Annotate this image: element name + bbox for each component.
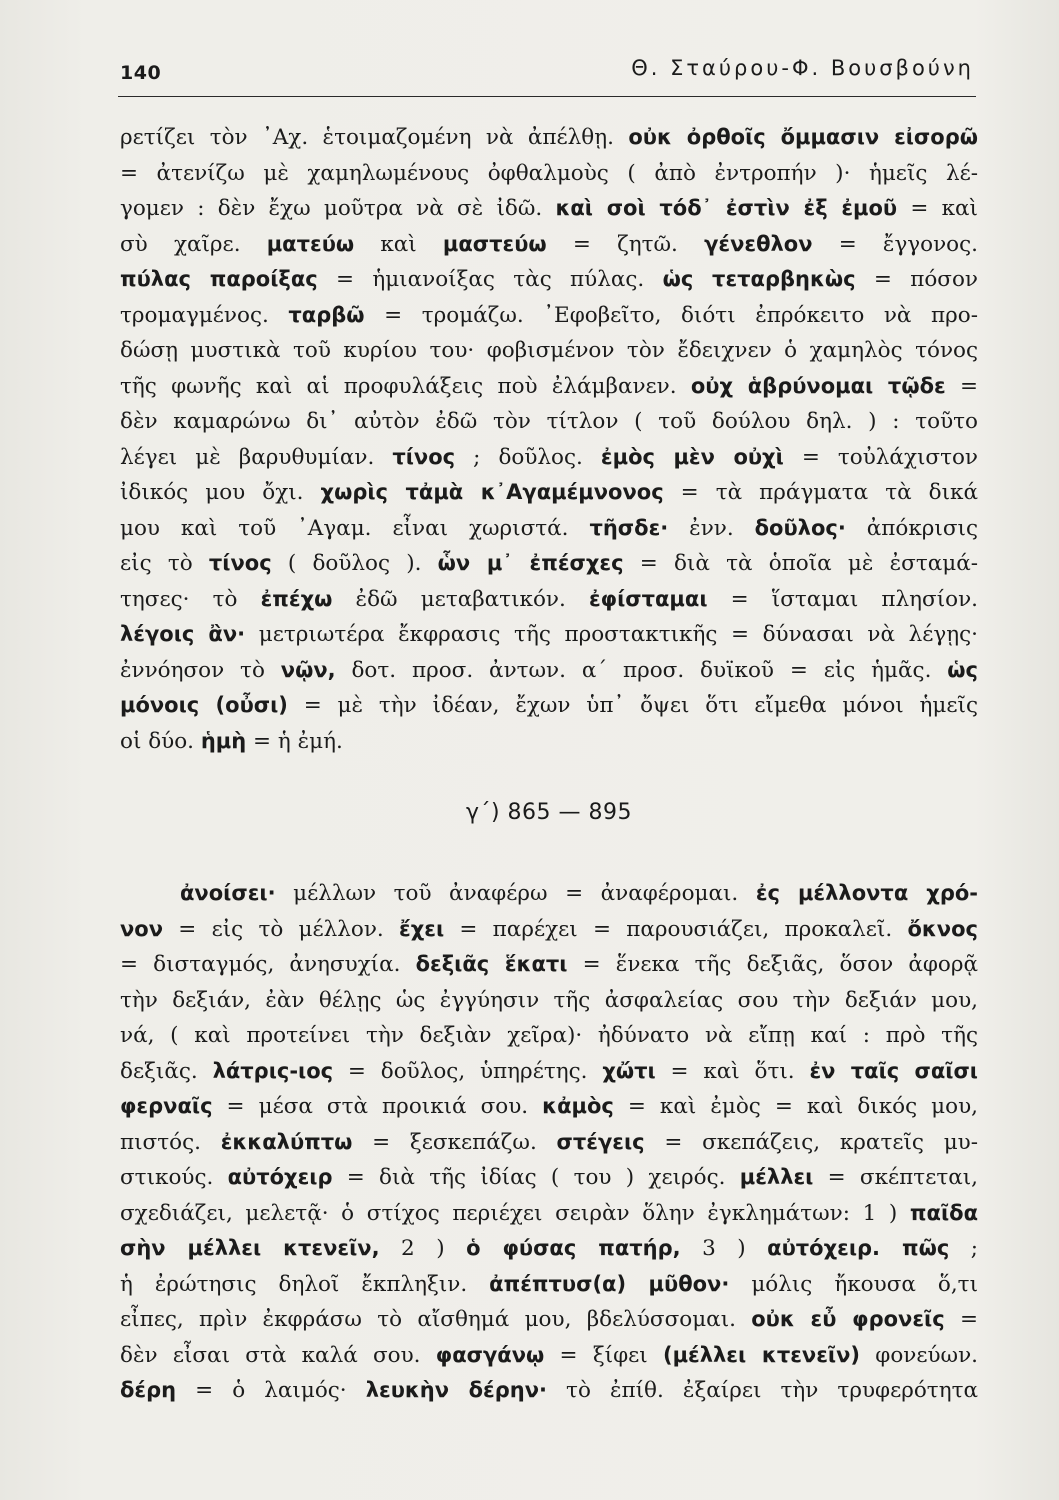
lemma-term: δέρη [120,1378,177,1402]
commentary-block-1 [120,120,978,759]
gloss-text: τρομαγμένος. [120,302,289,328]
page-header [118,50,976,97]
gloss-text: = ἕνεκα τῆς δεξιᾶς, ὅσον ἀφορᾷ [567,952,978,977]
gloss-text: εἶπες, πρὶν ἐκφράσω τὸ αἴσθημά μου, βδελύσσομαι. [120,1307,752,1332]
lemma-term: παῖδα [909,1200,978,1225]
gloss-text: = ξίφει [544,1342,663,1368]
text-line [120,262,978,298]
lemma-term: τῆσδε· [589,515,669,540]
gloss-text: = [945,373,978,399]
gloss-text: ἐδῶ μεταβατικόν. [332,586,589,612]
gloss-text: = [944,1307,978,1332]
lemma-term: δεξιᾶς ἕκατι [415,952,568,976]
gloss-text: ρετίζει τὸν ᾿Αχ. ἑτοιμαζομένη νὰ ἀπέλθῃ. [120,125,629,150]
text-line [120,582,978,618]
gloss-text: = τὰ πράγματα τὰ δικά [663,480,978,505]
lemma-term: κἀμὸς [542,1094,614,1118]
gloss-text: δοτ. προσ. ἀντων. α΄ προσ. δυϊκοῦ = εἰς ἡμᾶς. [335,657,948,683]
gloss-text: = ἡ ἐμή. [246,728,343,754]
gloss-text: δώσῃ μυστικὰ τοῦ κυρίου του· φοβισμένον τὸν ἔδειχνεν ὁ χαμηλὸς τόνος [120,338,978,363]
gloss-text: = πόσον [855,267,978,292]
gloss-text: μετριωτέρα ἔκφρασις τῆς προστακτικῆς = δύνασαι νὰ λέγῃς· [245,622,978,647]
lemma-term: ἐκκαλύπτω [220,1129,353,1154]
gloss-text: = δισταγμός, ἀνησυχία. [120,952,416,977]
lemma-term: μόνοις (οὖσι) [120,693,288,717]
lemma-term: μαστεύω [442,231,547,256]
text-line [120,617,978,653]
lemma-term: ὁ φύσας πατήρ, [466,1236,681,1260]
commentary-block-2 [120,876,978,1409]
text-line [120,298,978,334]
gloss-text: = διὰ τὰ ὁποῖα μὲ ἐσταμά- [623,551,978,576]
gloss-text: = μὲ τὴν ἰδέαν, ἔχων ὑπ᾿ ὄψει ὅτι εἴμεθα μόνοι ἡμεῖς [287,693,978,718]
gloss-text: εἰς τὸ [120,551,209,576]
gloss-text: 2 ) [379,1236,467,1261]
gloss-text: = ὁ λαιμός· [176,1378,366,1403]
lemma-term: καὶ σοὶ τόδ᾿ ἐστὶν ἐξ ἐμοῦ [555,196,898,220]
text-line [120,1196,978,1232]
lemma-term: οὐκ ὀρθοῖς ὄμμασιν εἰσορῶ [628,125,978,149]
gloss-text: οἱ δύο. [120,728,201,754]
text-line [120,156,978,192]
gloss-text: ἐννόησον τὸ [120,657,281,683]
lemma-term: φερναῖς [120,1094,213,1118]
gloss-text: δὲν καμαρώνω δι᾿ αὐτὸν ἐδῶ τὸν τίτλον ( τοῦ δούλου δηλ. ) : τοῦτο [120,409,978,434]
text-line [120,440,978,476]
lemma-term: ταρβῶ [288,302,365,327]
gloss-text: 3 ) [680,1236,768,1261]
gloss-text: = μέσα στὰ προικιά σου. [212,1094,543,1119]
lemma-term: ἡμὴ [200,728,247,753]
gloss-text: = ἡμιανοίξας τὰς πύλας. [317,267,663,292]
lemma-term: ὡς τεταρβηκὼς [662,267,856,291]
lemma-term: στέγεις [556,1129,645,1154]
gloss-text: = τοὐλάχιστον [783,444,978,470]
gloss-text: = ἔγγονος. [812,231,978,257]
gloss-text: = δοῦλος, ὑπηρέτης. [333,1058,603,1084]
lemma-term: σὴν μέλλει κτενεῖν, [120,1236,380,1260]
lemma-term: χωρὶς τἀμὰ κ᾿Αγαμέμνονος [320,480,664,504]
text-line [120,1125,978,1161]
gloss-text: τὴν δεξιάν, ἐὰν θέλῃς ὡς ἐγγύησιν τῆς ἀσφαλείας σου τὴν δεξιάν μου, [120,987,978,1013]
lemma-term: ματεύω [266,231,355,256]
text-line [120,1160,978,1196]
text-line [120,475,978,511]
gloss-text: στικούς. [120,1165,228,1190]
text-line [120,688,978,724]
lemma-term: ἀπέπτυσ(α) μῦθον· [489,1271,730,1296]
gloss-text: γομεν : δὲν ἔχω μοῦτρα νὰ σὲ ἰδῶ. [120,196,556,221]
gloss-text: μόλις ἤκουσα ὅ,τι [729,1271,978,1297]
text-line [120,1018,978,1054]
lemma-term: (μέλλει κτενεῖν) [662,1342,861,1367]
gloss-text: = σκεπάζεις, κρατεῖς μυ- [644,1129,978,1155]
text-line [120,1267,978,1303]
gloss-text: μου καὶ τοῦ ᾿Αγαμ. εἶναι χωριστά. [120,515,590,541]
text-line [120,1373,978,1409]
text-line [120,404,978,440]
gloss-text: τῆς φωνῆς καὶ αἱ προφυλάξεις ποὺ ἐλάμβανεν. [120,373,691,399]
text-line [120,191,978,227]
lemma-term: γένεθλον [704,231,813,256]
lemma-term: λέγοις ἂν· [120,622,246,646]
lemma-term: αὐτόχειρ [227,1165,333,1189]
lemma-term: τίνος [208,551,272,575]
text-line [120,333,978,369]
gloss-text: ἰδικός μου ὄχι. [120,480,321,505]
gloss-text: = σκέπτεται, [813,1165,978,1190]
gloss-text: = καὶ [897,196,978,221]
lemma-term: ἐς μέλλοντα χρό- [755,881,978,905]
gloss-text: = καὶ ἐμὸς = καὶ δικός μου, [613,1094,978,1119]
gloss-text: σὺ χαῖρε. [120,231,267,257]
lemma-term: ὄκνος [907,916,978,941]
running-head: Θ. Σταύρου-Φ. Βουσβούνη [631,56,974,80]
lemma-term: λάτρις-ιος [212,1058,334,1083]
text-line [120,546,978,582]
text-line [120,511,978,547]
text-line [120,947,978,983]
lemma-term: χὤτι [602,1058,656,1083]
gloss-text: τὸ ἐπίθ. ἐξαίρει τὴν τρυφερότητα [546,1378,978,1403]
gloss-text: τησες· τὸ [120,586,261,612]
text-line [120,1302,978,1338]
lemma-term: ἔχει [399,916,445,941]
text-line [120,1338,978,1374]
gloss-text: = καὶ ὅτι. [655,1058,810,1084]
text-line [120,724,978,760]
lemma-term: δοῦλος· [754,515,846,540]
gloss-text: νά, ( καὶ προτείνει τὴν δεξιὰν χεῖρα)· ἠδύνατο νὰ εἴπῃ καί : πρὸ τῆς [120,1023,978,1048]
page-number: 140 [120,62,162,84]
gloss-text: λέγει μὲ βαρυθυμίαν. [120,444,393,470]
gloss-text: = ζητῶ. [546,231,705,257]
gloss-text: ; δοῦλος. [455,444,601,470]
gloss-text: σχεδιάζει, μελετᾷ· ὁ στίχος περιέχει σειρὰν ὅλην ἐγκλημάτων: 1 ) [120,1200,910,1226]
gloss-text: ἡ ἐρώτησις δηλοῖ ἔκπληξιν. [120,1271,490,1297]
lemma-term: νον [120,916,164,941]
text-line [120,369,978,405]
text-line [120,120,978,156]
lemma-term: οὐχ ἁβρύνομαι τῷδε [690,373,946,398]
text-line [120,1054,978,1090]
lemma-term: ἀνοίσει· [180,881,276,905]
lemma-term: ὡς [947,657,978,682]
gloss-text: = παρέχει = παρουσιάζει, προκαλεῖ. [444,916,908,942]
lemma-term: νῷν, [280,657,336,682]
lemma-term: ὧν μ᾿ ἐπέσχες [437,551,624,575]
gloss-text: καὶ [354,231,443,257]
gloss-text: = ἀτενίζω μὲ χαμηλωμένους ὀφθαλμοὺς ( ἀπὸ ἐντροπήν )· ἡμεῖς λέ- [120,160,978,186]
lemma-term: πύλας παροίξας [120,267,318,291]
gloss-text: = τρομάζω. ᾿Εφοβεῖτο, διότι ἐπρόκειτο νὰ προ- [364,302,978,328]
lemma-term: φασγάνῳ [435,1342,545,1367]
gloss-text: ; [949,1236,978,1261]
lemma-term: ἐν ταῖς σαῖσι [809,1058,978,1083]
lemma-term: λευκὴν δέρην· [365,1378,547,1402]
lemma-term: αὐτόχειρ. πῶς [767,1236,950,1260]
gloss-text: δὲν εἶσαι στὰ καλά σου. [120,1342,436,1368]
gloss-text: = διὰ τῆς ἰδίας ( του ) χειρός. [332,1165,740,1190]
text-line [120,653,978,689]
gloss-text: ἐνν. [668,515,755,541]
lemma-term: ἐμὸς μὲν οὐχὶ [600,444,784,469]
text-line [120,983,978,1019]
text-line [120,876,978,912]
gloss-text: μέλλων τοῦ ἀναφέρω = ἀναφέρομαι. [275,881,756,906]
text-line [120,1231,978,1267]
text-line [120,227,978,263]
text-line [120,1089,978,1125]
gloss-text: φονεύων. [860,1342,978,1368]
gloss-text: ( δοῦλος ). [271,551,438,576]
lemma-term: οὐκ εὖ φρονεῖς [751,1307,945,1331]
section-heading: γ΄) 865 — 895 [465,800,633,825]
gloss-text: = εἰς τὸ μέλλον. [163,916,400,942]
lemma-term: ἐφίσταμαι [588,586,708,611]
text-line [120,912,978,948]
lemma-term: τίνος [392,444,456,469]
gloss-text: = ξεσκεπάζω. [352,1129,557,1155]
gloss-text: πιστός. [120,1129,221,1155]
gloss-text: δεξιᾶς. [120,1058,213,1084]
gloss-text: ἀπόκρισις [845,515,978,541]
lemma-term: ἐπέχω [260,586,333,611]
lemma-term: μέλλει [739,1165,814,1189]
gloss-text: = ἵσταμαι πλησίον. [707,586,978,612]
